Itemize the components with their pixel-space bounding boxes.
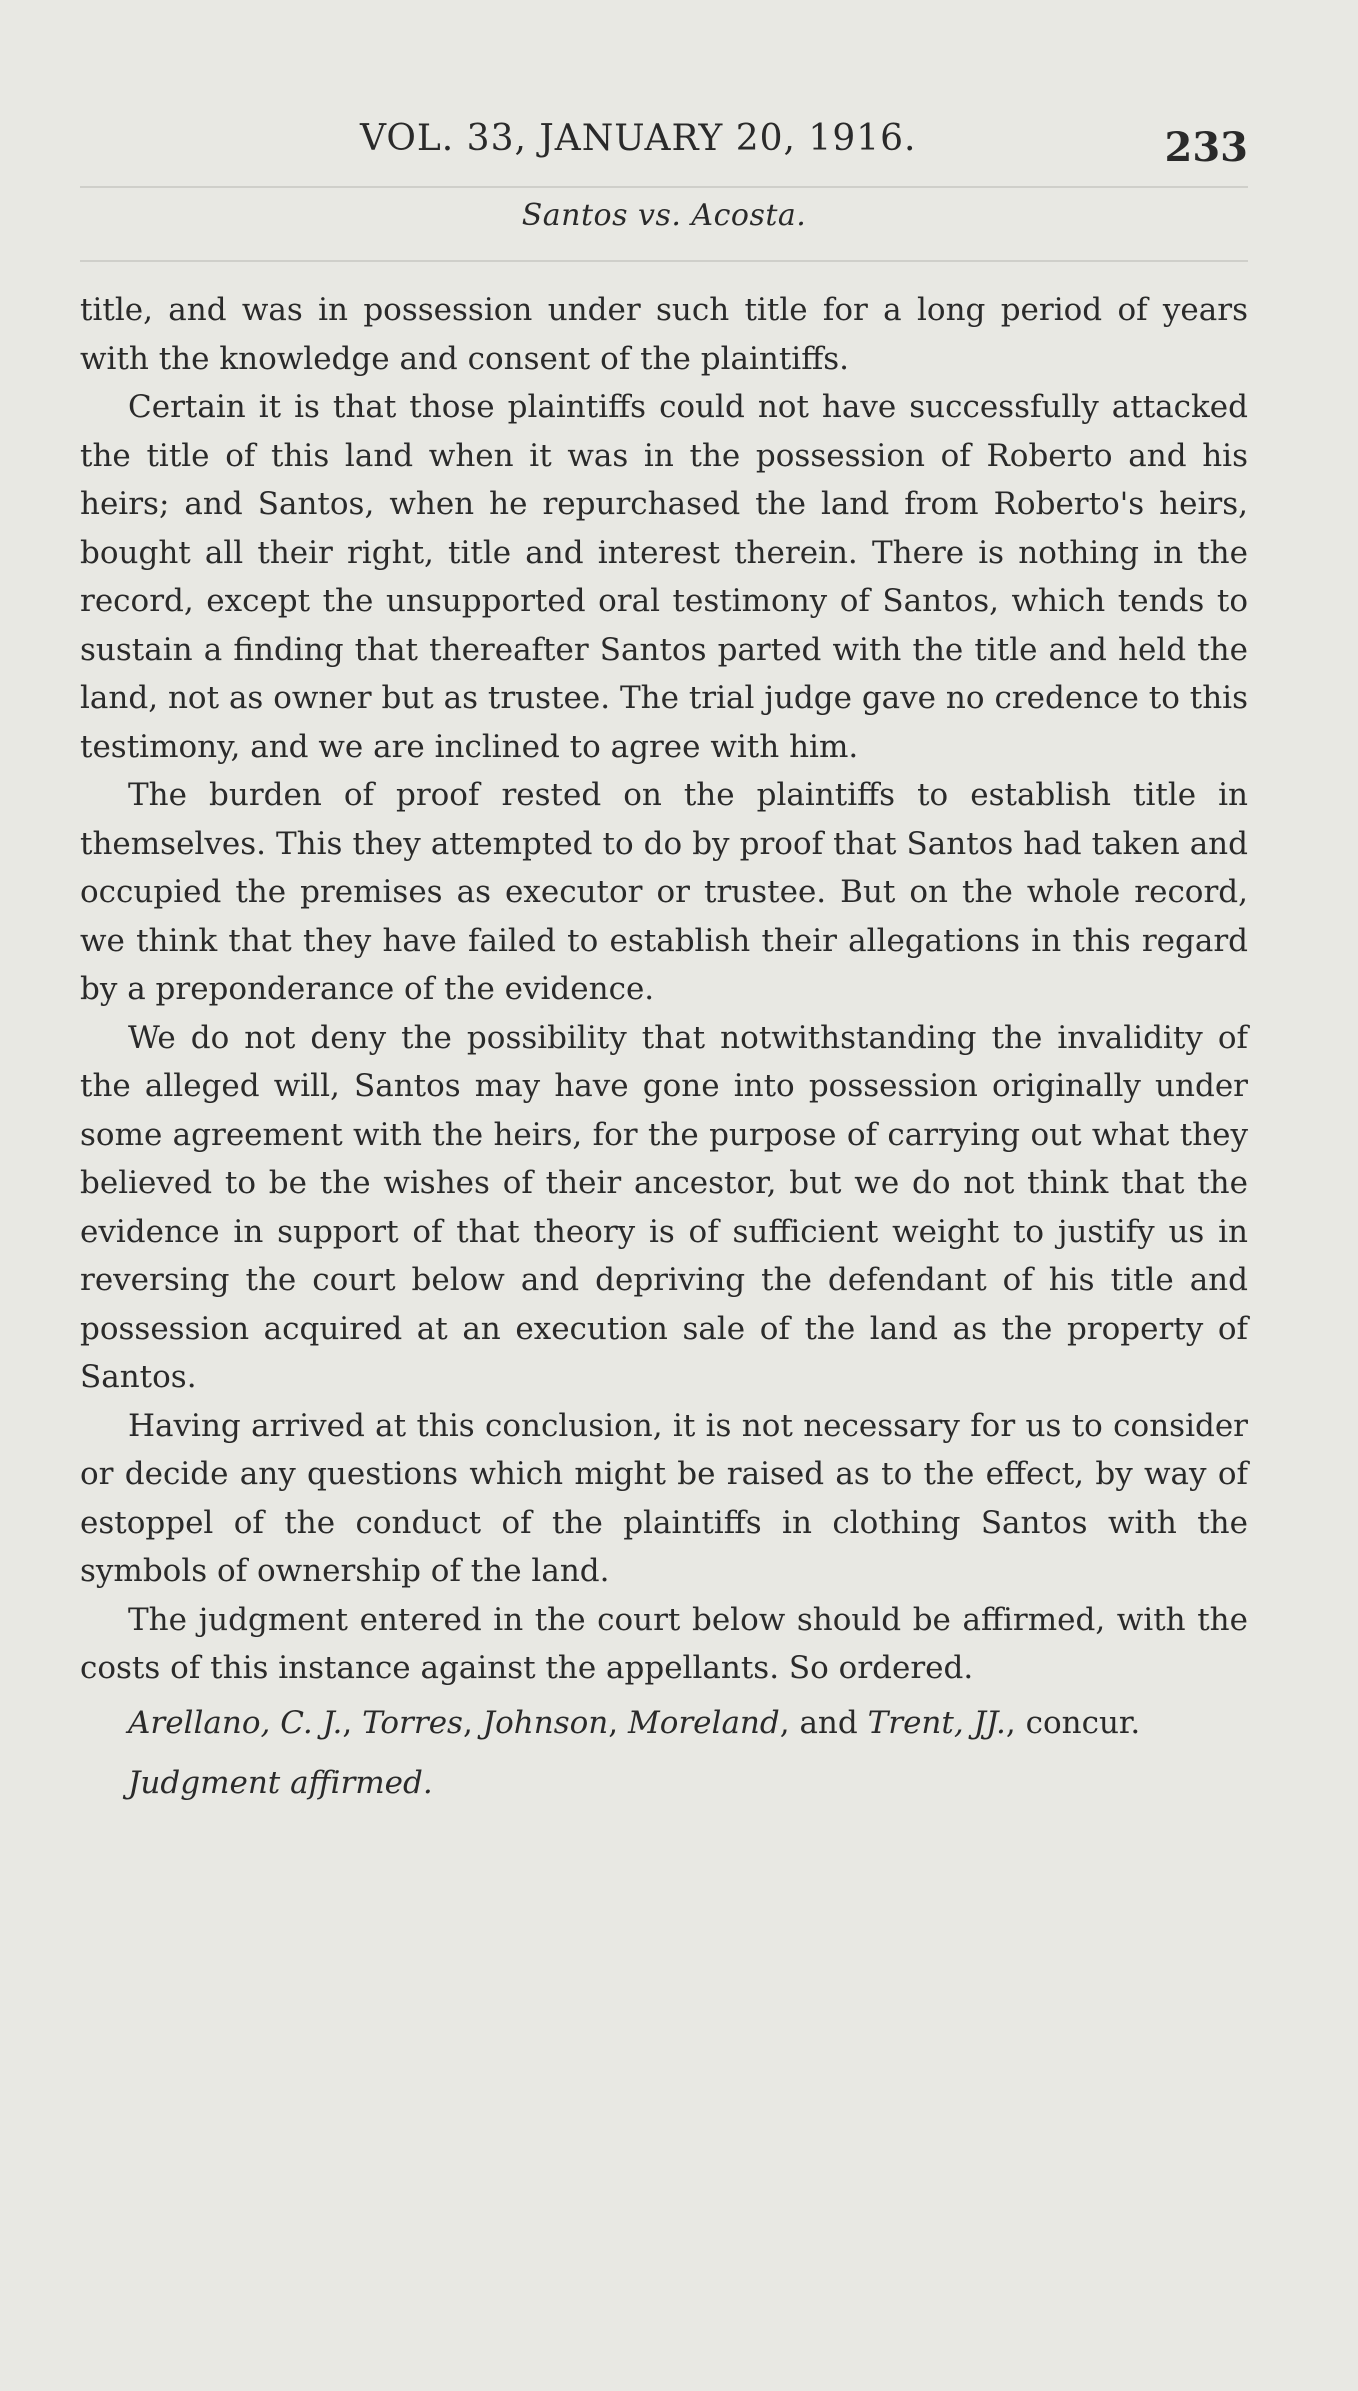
paragraph: We do not deny the possibility that notwithstanding the invalidity of the alleged will, Santos may have gone into possession originally under some agreement with the heirs, for the purpose of carrying out what they believed to be the wishes of their ancestor, but we do not think that the evidence in support of that theory is of sufficient weight to justify us in reversing the court below and depriving the defendant of his title and possession acquired at an execution sale of the land as the property of Santos. [80,1019,1248,1395]
title-divider [80,260,1248,262]
paragraph: The burden of proof rested on the plaintiffs to establish title in themselves. This they attempted to do by proof that Santos had taken and occupied the premises as executor or trustee. But on the whole record, we think that they have failed to establish their allegations in this regard by a preponderance of the evidence. [80,777,1248,1007]
page-header [80,112,1248,182]
justice-name: Arellano, C. J. [128,1704,343,1741]
paragraph: The judgment entered in the court below should be affirmed, with the costs of this instance against the appellants. So ordered. [80,1601,1248,1686]
header-divider [80,186,1248,188]
paragraph: Having arrived at this conclusion, it is not necessary for us to consider or decide any questions which might be raised as to the effect, by way of estoppel of the conduct of the plaintiffs in clothing Santos with the symbols of ownership of the land. [80,1407,1248,1589]
judgment-result: Judgment affirmed. [128,1765,433,1801]
paragraph: Certain it is that those plaintiffs could not have successfully attacked the title of this land when it was in the possession of Roberto and his heirs; and Santos, when he repurchased the land from Roberto's heirs, bought all their right, title and interest therein. There is nothing in the record, except the unsupported oral testimony of Santos, which tends to sustain a finding that thereafter Santos parted with the title and held the land, not as owner but as trustee. The trial judge gave no credence to this testimony, and we are inclined to agree with him. [80,389,1248,765]
justice-name: Johnson [482,1704,609,1741]
case-title: Santos vs. Acosta. [521,198,807,233]
justice-name: Trent, JJ. [867,1704,1006,1741]
justice-name: Moreland [627,1704,780,1741]
opinion-body [80,286,1248,1808]
paragraph-continued: title, and was in possession under such title for a long period of years with the knowledge and consent of the plaintiffs. [80,292,1248,377]
running-head: VOL. 33, JANUARY 20, 1916. [360,118,917,159]
concur-verb: concur. [1025,1704,1141,1741]
concurrence-line: Arellano, C. J., Torres, Johnson, Moreland, and Trent, JJ., concur. [128,1704,1141,1741]
page-number: 233 [1164,124,1248,171]
justice-name: Torres [362,1704,463,1741]
